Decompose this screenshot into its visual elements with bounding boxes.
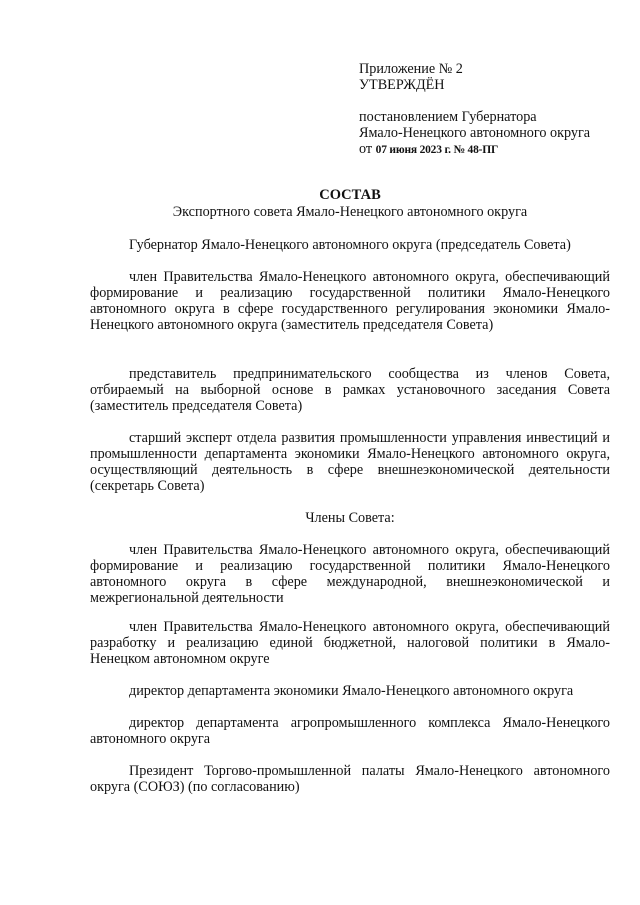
member-item-governor: Губернатор Ямало-Ненецкого автономного округа (председатель Совета) [129, 237, 571, 253]
resolution-line-2: Ямало-Ненецкого автономного округа [359, 125, 591, 141]
decree-number: 07 июня 2023 г. № 48-ПГ [375, 144, 499, 156]
member-item-deputy-business: представитель предпринимательского сообщества из членов Совета, отбираемый на выборной основе в рамках установочного заседания Совета (заместитель председателя Совета) [90, 366, 610, 414]
header-spacer [359, 93, 619, 109]
council-member-chamber-president: Президент Торгово-промышленной палаты Ямало-Ненецкого автономного округа (СОЮЗ) (по согласованию) [90, 763, 610, 795]
member-item-secretary: старший эксперт отдела развития промышленности управления инвестиций и промышленности департамента экономики Ямало-Ненецкого автономного округа, осуществляющий деятельность в сфере внешнеэкономической деятельности (секретарь Совета) [90, 430, 610, 494]
decree-date-line [359, 141, 619, 158]
council-member-budget: член Правительства Ямало-Ненецкого автономного округа, обеспечивающий разработку и реализацию единой бюджетной, налоговой политики в Ямало-Ненецком автономном округе [90, 619, 610, 667]
member-item-deputy-government: член Правительства Ямало-Ненецкого автономного округа, обеспечивающий формирование и реализацию государственной политики Ямало-Ненецкого автономного округа в сфере государственного регулирования экономики Ямало-Ненецкого автономного округа (заместитель председателя Совета) [90, 269, 610, 333]
approved-stamp-text: УТВЕРЖДЁН [359, 77, 445, 93]
document-subtitle: Экспортного совета Ямало-Ненецкого автономного округа [172, 204, 528, 220]
appendix-number: Приложение № 2 [359, 61, 463, 77]
council-member-international: член Правительства Ямало-Ненецкого автономного округа, обеспечивающий формирование и реализацию государственной политики Ямало-Ненецкого автономного округа в сфере международной, внешнеэкономической и межрегиональной деятельности [90, 542, 610, 606]
council-member-agro-director: директор департамента агропромышленного комплекса Ямало-Ненецкого автономного округа [90, 715, 610, 747]
council-member-economy-director: директор департамента экономики Ямало-Ненецкого автономного округа [129, 683, 574, 699]
resolution-line-1: постановлением Губернатора [359, 109, 537, 125]
approval-header [359, 61, 619, 158]
document-title: СОСТАВ [319, 187, 381, 203]
date-prefix: от [359, 141, 373, 157]
council-members-heading: Члены Совета: [305, 510, 395, 526]
